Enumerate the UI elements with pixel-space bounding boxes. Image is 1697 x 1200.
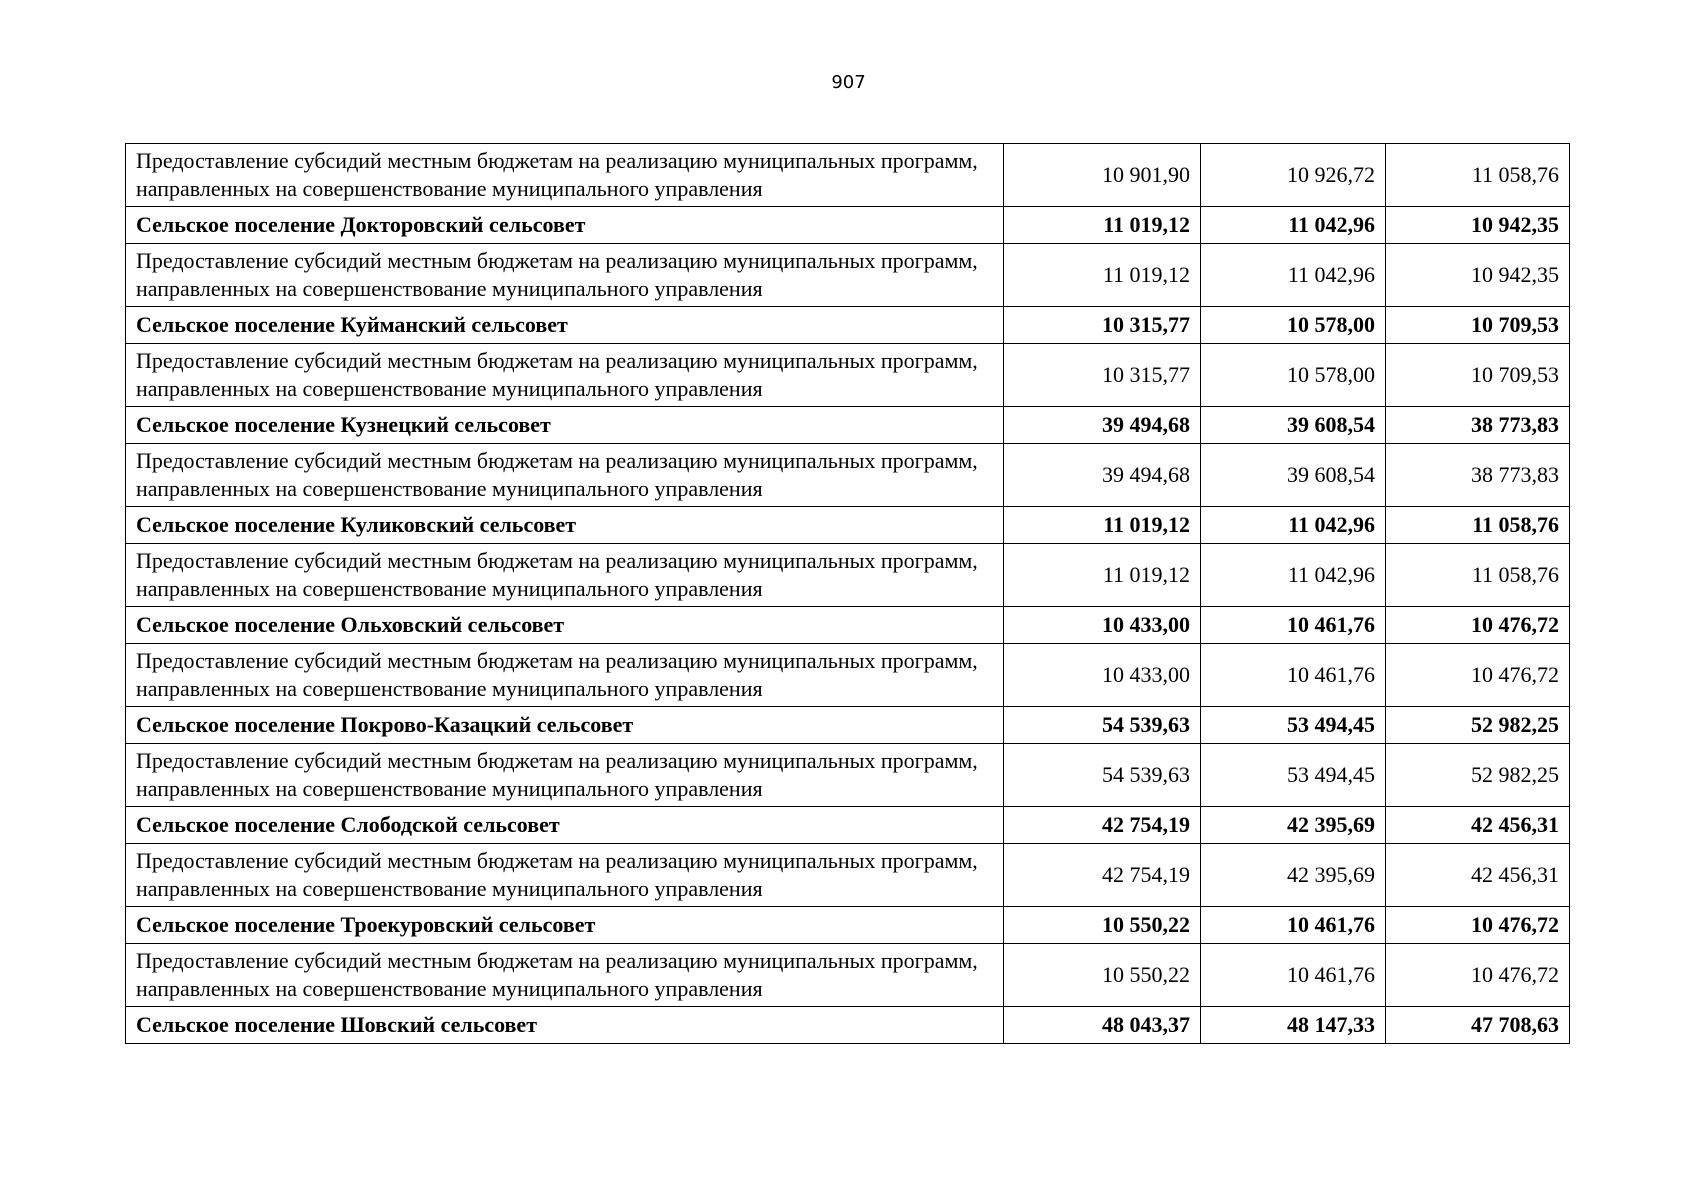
row-value-2: 11 042,96	[1201, 207, 1386, 244]
row-value-3: 42 456,31	[1386, 844, 1570, 907]
row-value-1: 11 019,12	[1004, 507, 1201, 544]
table-row-settlement	[126, 807, 1570, 844]
row-label: Сельское поселение Слободской сельсовет	[126, 807, 1004, 844]
row-value-2: 10 461,76	[1201, 944, 1386, 1007]
row-value-2: 10 578,00	[1201, 307, 1386, 344]
table-row-subsidy	[126, 744, 1570, 807]
row-value-3: 10 476,72	[1386, 644, 1570, 707]
row-label: Предоставление субсидий местным бюджетам на реализацию муниципальных программ, направленных на совершенствование муниципального управления	[126, 844, 1004, 907]
row-value-1: 10 550,22	[1004, 944, 1201, 1007]
row-value-2: 39 608,54	[1201, 407, 1386, 444]
row-value-3: 10 476,72	[1386, 607, 1570, 644]
row-value-2: 53 494,45	[1201, 744, 1386, 807]
row-value-2: 53 494,45	[1201, 707, 1386, 744]
row-value-2: 10 461,76	[1201, 607, 1386, 644]
table-row-subsidy	[126, 344, 1570, 407]
row-value-1: 42 754,19	[1004, 807, 1201, 844]
row-value-1: 11 019,12	[1004, 544, 1201, 607]
budget-table	[125, 143, 1570, 1044]
row-value-2: 10 578,00	[1201, 344, 1386, 407]
table-row-subsidy	[126, 944, 1570, 1007]
row-value-2: 11 042,96	[1201, 544, 1386, 607]
row-value-3: 11 058,76	[1386, 507, 1570, 544]
row-value-2: 42 395,69	[1201, 807, 1386, 844]
row-value-1: 54 539,63	[1004, 707, 1201, 744]
row-value-1: 10 433,00	[1004, 607, 1201, 644]
row-value-2: 42 395,69	[1201, 844, 1386, 907]
row-label: Сельское поселение Троекуровский сельсовет	[126, 907, 1004, 944]
table-row-subsidy	[126, 544, 1570, 607]
row-value-1: 11 019,12	[1004, 244, 1201, 307]
row-value-3: 10 942,35	[1386, 207, 1570, 244]
row-value-2: 10 461,76	[1201, 907, 1386, 944]
row-value-2: 11 042,96	[1201, 244, 1386, 307]
row-value-3: 38 773,83	[1386, 407, 1570, 444]
row-label: Сельское поселение Шовский сельсовет	[126, 1007, 1004, 1044]
row-value-1: 48 043,37	[1004, 1007, 1201, 1044]
row-label: Предоставление субсидий местным бюджетам на реализацию муниципальных программ, направленных на совершенствование муниципального управления	[126, 344, 1004, 407]
row-value-2: 48 147,33	[1201, 1007, 1386, 1044]
row-value-3: 10 709,53	[1386, 344, 1570, 407]
row-value-3: 10 709,53	[1386, 307, 1570, 344]
table-row-subsidy	[126, 644, 1570, 707]
row-value-2: 10 926,72	[1201, 144, 1386, 207]
row-value-3: 47 708,63	[1386, 1007, 1570, 1044]
row-value-3: 52 982,25	[1386, 707, 1570, 744]
row-value-3: 42 456,31	[1386, 807, 1570, 844]
table-row-settlement	[126, 707, 1570, 744]
row-value-1: 10 550,22	[1004, 907, 1201, 944]
table-row-subsidy	[126, 444, 1570, 507]
row-value-3: 10 942,35	[1386, 244, 1570, 307]
row-value-3: 11 058,76	[1386, 144, 1570, 207]
row-value-3: 10 476,72	[1386, 944, 1570, 1007]
row-value-3: 11 058,76	[1386, 544, 1570, 607]
row-value-3: 52 982,25	[1386, 744, 1570, 807]
row-label: Сельское поселение Покрово-Казацкий сельсовет	[126, 707, 1004, 744]
row-value-2: 11 042,96	[1201, 507, 1386, 544]
row-label: Предоставление субсидий местным бюджетам на реализацию муниципальных программ, направленных на совершенствование муниципального управления	[126, 744, 1004, 807]
table-row-settlement	[126, 207, 1570, 244]
row-label: Предоставление субсидий местным бюджетам на реализацию муниципальных программ, направленных на совершенствование муниципального управления	[126, 444, 1004, 507]
row-label: Сельское поселение Докторовский сельсовет	[126, 207, 1004, 244]
table-row-settlement	[126, 507, 1570, 544]
table-row-subsidy	[126, 844, 1570, 907]
table-row-settlement	[126, 407, 1570, 444]
row-value-3: 38 773,83	[1386, 444, 1570, 507]
table-row-settlement	[126, 607, 1570, 644]
row-value-1: 11 019,12	[1004, 207, 1201, 244]
row-value-1: 10 315,77	[1004, 307, 1201, 344]
row-value-1: 42 754,19	[1004, 844, 1201, 907]
table-row-subsidy	[126, 244, 1570, 307]
row-label: Сельское поселение Куйманский сельсовет	[126, 307, 1004, 344]
row-label: Предоставление субсидий местным бюджетам на реализацию муниципальных программ, направленных на совершенствование муниципального управления	[126, 644, 1004, 707]
row-value-1: 10 901,90	[1004, 144, 1201, 207]
page-number: 907	[831, 72, 866, 93]
row-label: Предоставление субсидий местным бюджетам на реализацию муниципальных программ, направленных на совершенствование муниципального управления	[126, 544, 1004, 607]
table-row-settlement	[126, 907, 1570, 944]
row-label: Предоставление субсидий местным бюджетам на реализацию муниципальных программ, направленных на совершенствование муниципального управления	[126, 244, 1004, 307]
table-row-subsidy	[126, 144, 1570, 207]
row-value-1: 39 494,68	[1004, 444, 1201, 507]
row-value-3: 10 476,72	[1386, 907, 1570, 944]
table-row-settlement	[126, 307, 1570, 344]
row-value-2: 39 608,54	[1201, 444, 1386, 507]
row-value-1: 54 539,63	[1004, 744, 1201, 807]
row-label: Предоставление субсидий местным бюджетам на реализацию муниципальных программ, направленных на совершенствование муниципального управления	[126, 944, 1004, 1007]
row-value-1: 39 494,68	[1004, 407, 1201, 444]
row-label: Сельское поселение Кузнецкий сельсовет	[126, 407, 1004, 444]
table-row-settlement	[126, 1007, 1570, 1044]
row-value-2: 10 461,76	[1201, 644, 1386, 707]
row-value-1: 10 433,00	[1004, 644, 1201, 707]
row-label: Предоставление субсидий местным бюджетам на реализацию муниципальных программ, направленных на совершенствование муниципального управления	[126, 144, 1004, 207]
row-label: Сельское поселение Куликовский сельсовет	[126, 507, 1004, 544]
budget-table-body	[126, 144, 1570, 1044]
row-value-1: 10 315,77	[1004, 344, 1201, 407]
row-label: Сельское поселение Ольховский сельсовет	[126, 607, 1004, 644]
